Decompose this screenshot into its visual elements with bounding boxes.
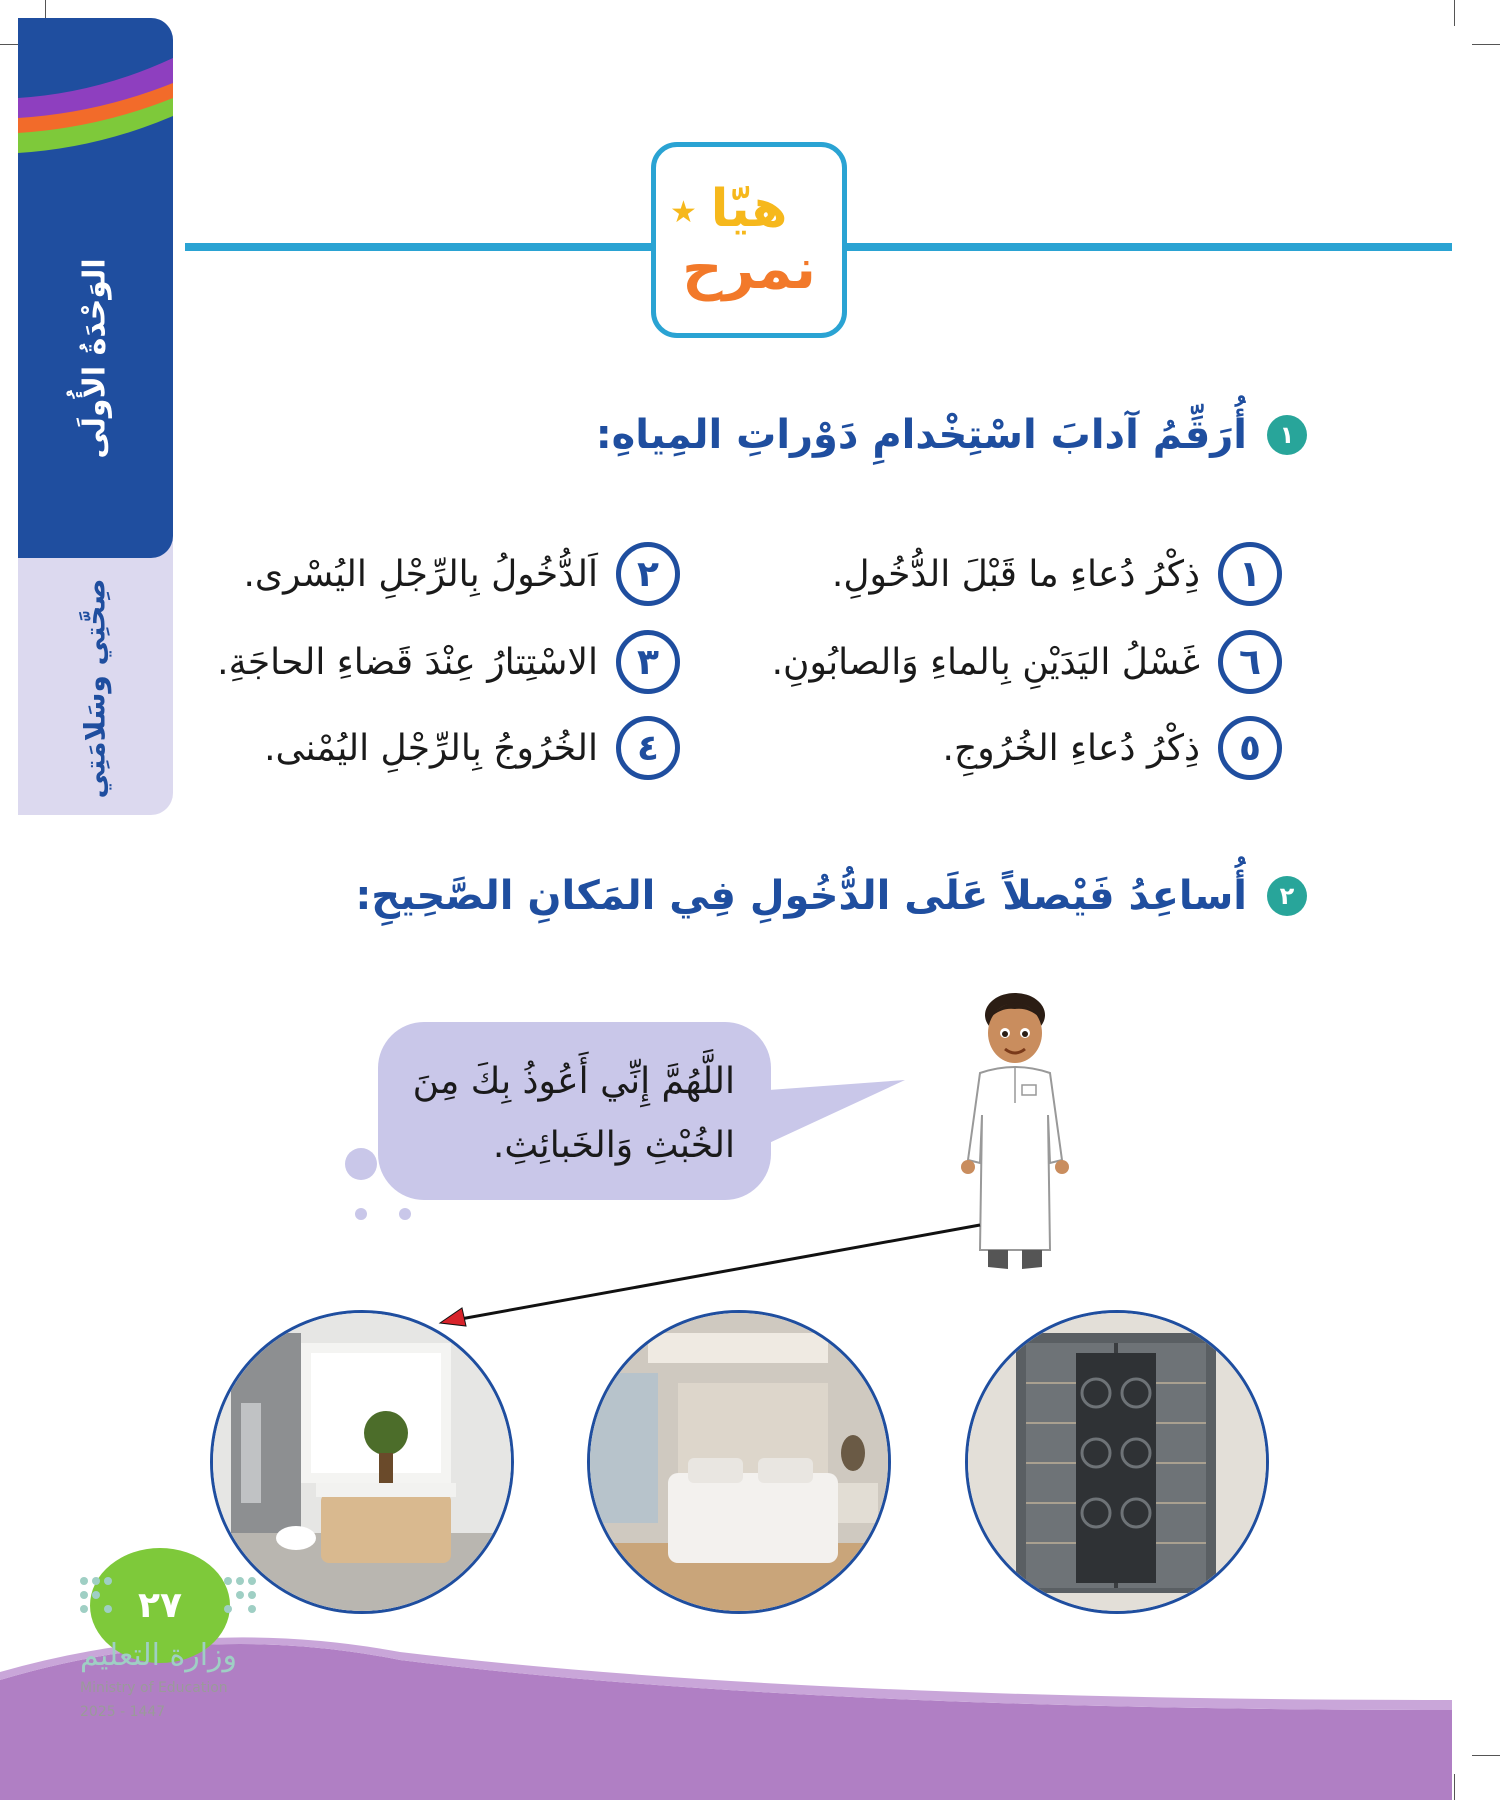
item-text: ذِكْرُ دُعاءِ الخُرُوجِ. [942, 727, 1200, 769]
question-number: ٢ [1267, 876, 1307, 916]
item-text: الاسْتِتارُ عِنْدَ قَضاءِ الحاجَةِ. [217, 641, 598, 683]
crop-mark [1454, 0, 1455, 26]
item-number: ١ [1218, 542, 1282, 606]
question-2 [355, 873, 1307, 919]
crop-mark [1472, 44, 1500, 45]
item-number: ٣ [616, 630, 680, 694]
speech-line-1: اللَّهُمَّ إِنِّي أَعُوذُ بِكَ مِنَ [412, 1061, 735, 1102]
thought-dot [345, 1148, 377, 1180]
thought-dot [399, 1208, 411, 1220]
side-tab [18, 18, 173, 815]
ministry-logo-arabic: وزارة التعليم [80, 1638, 238, 1673]
item-number: ٦ [1218, 630, 1282, 694]
ministry-logo-english: Ministry of Education [80, 1680, 228, 1696]
item-text: ذِكْرُ دُعاءِ ما قَبْلَ الدُّخُولِ. [831, 553, 1200, 595]
item-number: ٢ [616, 542, 680, 606]
list-item [943, 716, 1282, 780]
ministry-logo-dots [78, 1575, 258, 1625]
page-number: ٢٧ [90, 1548, 230, 1663]
list-item [772, 630, 1282, 694]
question-1 [596, 412, 1307, 458]
speech-line-2: الخُبْثِ وَالخَبائِثِ. [492, 1125, 735, 1166]
side-tab-wave [18, 48, 173, 158]
list-item [832, 542, 1282, 606]
badge-title-line1: هيّا [710, 179, 788, 239]
question-number: ١ [1267, 415, 1307, 455]
thought-dot [355, 1208, 367, 1220]
list-item [243, 542, 680, 606]
list-item [264, 716, 680, 780]
badge-title-line2: نمرح [682, 237, 816, 302]
item-number: ٥ [1218, 716, 1282, 780]
question-text: أُساعِدُ فَيْصلاً عَلَى الدُّخُولِ فِي المَكانِ الصَّحِيحِ: [355, 873, 1247, 919]
header-badge [651, 142, 847, 338]
item-number: ٤ [616, 716, 680, 780]
list-item [217, 630, 680, 694]
star-icon: ★ [670, 195, 697, 230]
lesson-label: صِحَّتِي وسَلامَتِي [78, 577, 112, 799]
item-text: غَسْلُ اليَدَيْنِ بِالماءِ وَالصابُونِ. [771, 641, 1200, 683]
item-text: اَلدُّخُولُ بِالرِّجْلِ اليُسْرى. [243, 553, 598, 595]
speech-text [400, 1050, 735, 1178]
item-text: الخُرُوجُ بِالرِّجْلِ اليُمْنى. [264, 727, 598, 769]
question-text: أُرَقِّمُ آدابَ اسْتِخْدامِ دَوْراتِ المِياهِ: [595, 412, 1247, 458]
ministry-logo-year: 2025 - 1447 [80, 1704, 166, 1720]
unit-label: الوَحْدَةُ الأُولَى [77, 257, 113, 459]
